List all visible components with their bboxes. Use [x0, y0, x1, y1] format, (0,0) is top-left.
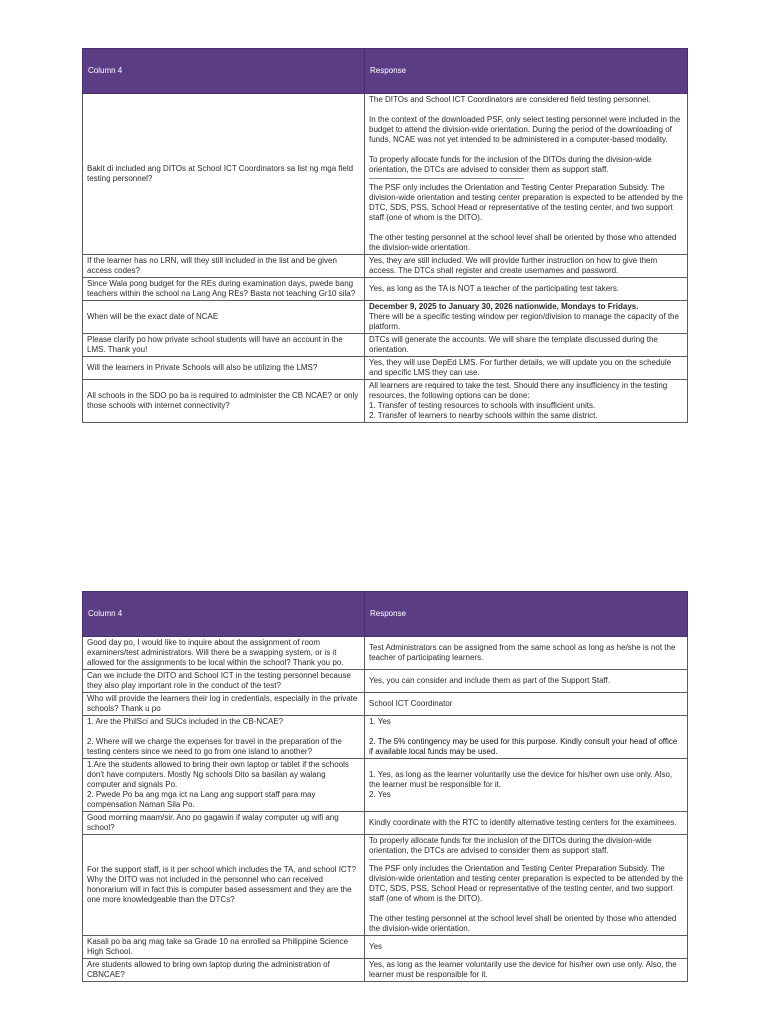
table-row [83, 693, 688, 716]
table-header-row [83, 49, 688, 94]
table-row [83, 637, 688, 670]
answer-cell: Yes, they are still included. We will provide further instruction on how to give them access. The DTCs shall register and create usernames and password. [365, 255, 688, 278]
answer-paragraph: To properly allocate funds for the inclusion of the DITOs during the division-wide orientation, the DTCs are advised to consider them as support staff. [369, 836, 652, 855]
answer-cell: DTCs will generate the accounts. We will share the template discussed during the orientation. [365, 334, 688, 357]
separator-line [369, 178, 524, 179]
answer-paragraph: To properly allocate funds for the inclusion of the DITOs during the division-wide orientation, the DTCs are advised to consider them as support staff. [369, 155, 652, 174]
table-row [83, 812, 688, 835]
question-cell: Since Wala pong budget for the REs during examination days, pwede bang teachers within the school na Lang Ang REs? Basta not teaching Gr10 sila? [83, 278, 365, 301]
table-header-row [83, 592, 688, 637]
question-cell: Bakit di included ang DITOs at School ICT Coordinators sa list ng mga field testing personnel? [83, 94, 365, 255]
table-row [83, 670, 688, 693]
faq-table-1 [82, 48, 688, 423]
answer-cell [365, 835, 688, 936]
column-header-response: Response [365, 592, 688, 637]
question-cell: Who will provide the learners their log in credentials, especially in the private schools? Thank u po [83, 693, 365, 716]
question-paragraph: 2. Where will we charge the expenses for travel in the preparation of the testing centers since we need to go from one island to another? [87, 737, 342, 756]
answer-cell: Yes, you can consider and include them as part of the Support Staff. [365, 670, 688, 693]
answer-cell: Yes, as long as the TA is NOT a teacher of the participating test takers. [365, 278, 688, 301]
column-header-question: Column 4 [83, 592, 365, 637]
column-header-question: Column 4 [83, 49, 365, 94]
answer-paragraph: 1. Yes [369, 717, 391, 726]
question-cell: All schools in the SDO po ba is required to administer the CB NCAE? or only those schools with internet connectivity? [83, 380, 365, 423]
table-row [83, 255, 688, 278]
table-row [83, 835, 688, 936]
question-cell: Please clarify po how private school students will have an account in the LMS. Thank you! [83, 334, 365, 357]
question-paragraph: 1. Are the PhilSci and SUCs included in the CB-NCAE? [87, 717, 284, 726]
answer-paragraph: There will be a specific testing window per region/division to manage the capacity of the platform. [369, 312, 679, 331]
table-row [83, 936, 688, 959]
answer-cell: Yes, as long as the learner voluntarily use the device for his/her own use only. Also, the learner must be responsible for it. [365, 959, 688, 982]
answer-paragraph: 2. Transfer of learners to nearby schools within the same district. [369, 411, 598, 420]
answer-paragraph: All learners are required to take the test. Should there any insufficiency in the testing resources, the following options can be done: [369, 381, 668, 400]
answer-paragraph: The PSF only includes the Orientation and Testing Center Preparation Subsidy. The division-wide orientation and testing center preparation is expected to be attended by the DTC, SDS, PSS, School Head or representative of the testing center, and two support staff (one of whom is the DITO). [369, 183, 683, 222]
question-paragraph: 1.Are the students allowed to bring their own laptop or tablet if the schools don't have computers. Mostly Ng schools Dito sa basilan ay walang computer and signals Po. [87, 760, 349, 789]
table-row [83, 278, 688, 301]
question-cell: Can we include the DITO and School ICT in the testing personnel because they also play important role in the conduct of the test? [83, 670, 365, 693]
answer-cell: Yes, they will use DepEd LMS. For further details, we will update you on the schedule and specific LMS they can use. [365, 357, 688, 380]
question-cell: Good morning maam/sir. Ano po gagawin if walay computer ug wifi ang school? [83, 812, 365, 835]
answer-cell: Kindly coordinate with the RTC to identify alternative testing centers for the examinees. [365, 812, 688, 835]
answer-date-bold: December 9, 2025 to January 30, 2026 nationwide, Mondays to Fridays. [369, 302, 639, 311]
answer-paragraph: 2. Yes [369, 790, 391, 799]
answer-cell [365, 759, 688, 812]
table-row [83, 357, 688, 380]
answer-paragraph: 1. Transfer of testing resources to schools with insufficient units. [369, 401, 596, 410]
answer-cell [365, 716, 688, 759]
question-cell: Are students allowed to bring own laptop during the administration of CBNCAE? [83, 959, 365, 982]
answer-cell: Yes [365, 936, 688, 959]
answer-cell [365, 380, 688, 423]
faq-table-2 [82, 591, 688, 982]
answer-cell: Test Administrators can be assigned from the same school as long as he/she is not the teacher of participating learners. [365, 637, 688, 670]
table-row [83, 759, 688, 812]
answer-paragraph: The PSF only includes the Orientation and Testing Center Preparation Subsidy. The division-wide orientation and testing center preparation is expected to be attended by the DTC, SDS, PSS, School Head or representative of the testing center, and two support staff (one of whom is the DITO). [369, 864, 683, 903]
answer-paragraph: The other testing personnel at the school level shall be oriented by those who attended the division-wide orientation. [369, 233, 677, 252]
question-cell: Good day po, I would like to inquire about the assignment of room examiners/test administrators. Will there be a swapping system, or is it allowed for the assignments to be local within the school? Thank you po. [83, 637, 365, 670]
separator-line [369, 859, 524, 860]
answer-paragraph: The other testing personnel at the school level shall be oriented by those who attended the division-wide orientation. [369, 914, 677, 933]
column-header-response: Response [365, 49, 688, 94]
answer-paragraph: 1. Yes, as long as the learner voluntarily use the device for his/her own use only. Also, the learner must be responsible for it. [369, 770, 673, 789]
answer-cell: School ICT Coordinator [365, 693, 688, 716]
question-cell: Kasali po ba ang mag take sa Grade 10 na enrolled sa Philippine Science High School. [83, 936, 365, 959]
answer-cell [365, 94, 688, 255]
table-row [83, 959, 688, 982]
answer-paragraph: In the context of the downloaded PSF, only select testing personnel were included in the budget to attend the division-wide orientation. During the period of the downloading of funds, NCAE was not yet intended to be administered in a computer-based modality. [369, 115, 681, 144]
answer-cell [365, 301, 688, 334]
question-cell: For the support staff, is it per school which includes the TA, and school ICT? Why the DITO was not included in the personnel who can received honorarium will in fact this is computer based assessment and they are the one more knowledgeable than the DTCs? [83, 835, 365, 936]
answer-paragraph: The DITOs and School ICT Coordinators are considered field testing personnel. [369, 95, 651, 104]
question-cell: If the learner has no LRN, will they still included in the list and be given access codes? [83, 255, 365, 278]
table-row [83, 334, 688, 357]
table-row [83, 94, 688, 255]
question-cell [83, 759, 365, 812]
answer-paragraph: 2. The 5% contingency may be used for this purpose. Kindly consult your head of office if available local funds may be used. [369, 737, 678, 756]
question-paragraph: 2. Pwede Po ba ang mga ict na Lang ang support staff para may compensation Naman Sila Po. [87, 790, 316, 809]
question-cell [83, 716, 365, 759]
question-cell: When will be the exact date of NCAE [83, 301, 365, 334]
table-row [83, 716, 688, 759]
table-row [83, 301, 688, 334]
question-cell: Will the learners in Private Schools will also be utilizing the LMS? [83, 357, 365, 380]
table-row [83, 380, 688, 423]
